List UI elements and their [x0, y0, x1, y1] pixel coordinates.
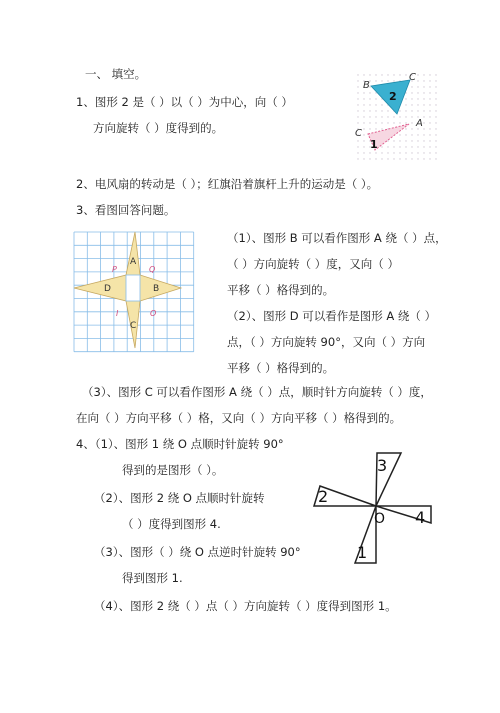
label-fig-3: 3	[377, 456, 388, 475]
label-Q: Q	[149, 265, 156, 274]
label-b: B	[363, 80, 370, 91]
q3-title: 3、看图回答问题。	[76, 203, 176, 217]
label-fig-1: 1	[357, 543, 368, 562]
q4-p2-line2: （ ）度得到图形 4.	[122, 517, 221, 531]
label-C: C	[130, 321, 137, 331]
label-I: I	[116, 309, 119, 318]
q4-p3-line1: （3）、图形（ ）绕 O 点逆时针旋转 90°	[94, 545, 301, 559]
q3-p2-line3: 平移（ ）格得到的。	[227, 361, 335, 375]
label-point-o: O	[374, 511, 386, 527]
q3-p1-line2: （ ）方向旋转（ ）度，又向（ ）	[227, 257, 399, 271]
q1-line1: 1、图形 2 是（ ）以（ ）为中心，向（ ）	[76, 95, 293, 109]
q4-p1-line1: 4、（1）、图形 1 绕 O 点顺时针旋转 90°	[76, 437, 284, 451]
label-P: P	[112, 265, 117, 274]
label-c-top: C	[409, 72, 416, 83]
label-2: 2	[389, 90, 397, 103]
q3-p2-line2: 点，（ ）方向旋转 90°，又向（ ）方向	[227, 335, 426, 349]
q3-p3-line1: （3）、图形 C 可以看作图形 A 绕（ ）点，顺时针方向旋转（ ）度，	[82, 385, 432, 399]
label-D: D	[104, 284, 111, 294]
q3-p1-line1: （1）、图形 B 可以看作图形 A 绕（ ）点，	[227, 231, 447, 245]
q3-p1-line3: 平移（ ）格得到的。	[227, 283, 335, 297]
label-fig-2: 2	[318, 487, 329, 506]
label-1: 1	[370, 138, 378, 151]
section-title: 一、 填空。	[85, 67, 147, 81]
q4-p2-line1: （2）、图形 2 绕 O 点顺时针旋转	[94, 491, 265, 505]
label-A: A	[130, 257, 137, 267]
label-O: O	[150, 309, 157, 318]
q4-p4-line: （4）、图形 2 绕（ ）点（ ）方向旋转（ ）度得到图形 1。	[94, 599, 397, 613]
label-B: B	[153, 284, 160, 294]
q1-rotation-figure	[345, 68, 445, 163]
center-square	[126, 275, 140, 301]
q4-p3-line2: 得到图形 1.	[122, 571, 183, 585]
label-c-bottom: C	[355, 128, 362, 139]
q3-p3-line2: 在向（ ）方向平移（ ）格，又向（ ）方向平移（ ）格得到的。	[76, 411, 402, 425]
q1-line2: 方向旋转（ ）度得到的。	[93, 121, 224, 135]
q3-grid-figure	[74, 232, 196, 354]
label-a: A	[416, 118, 423, 129]
label-fig-4: 4	[415, 508, 426, 527]
q2-line: 2、电风扇的转动是（ ）；红旗沿着旗杆上升的运动是（ ）。	[76, 177, 379, 191]
q4-p1-line2: 得到的是图形（ ）。	[122, 463, 224, 477]
q3-p2-line1: （2）、图形 D 可以看作是图形 A 绕（ ）	[227, 309, 437, 323]
q4-pinwheel-figure	[314, 453, 434, 568]
